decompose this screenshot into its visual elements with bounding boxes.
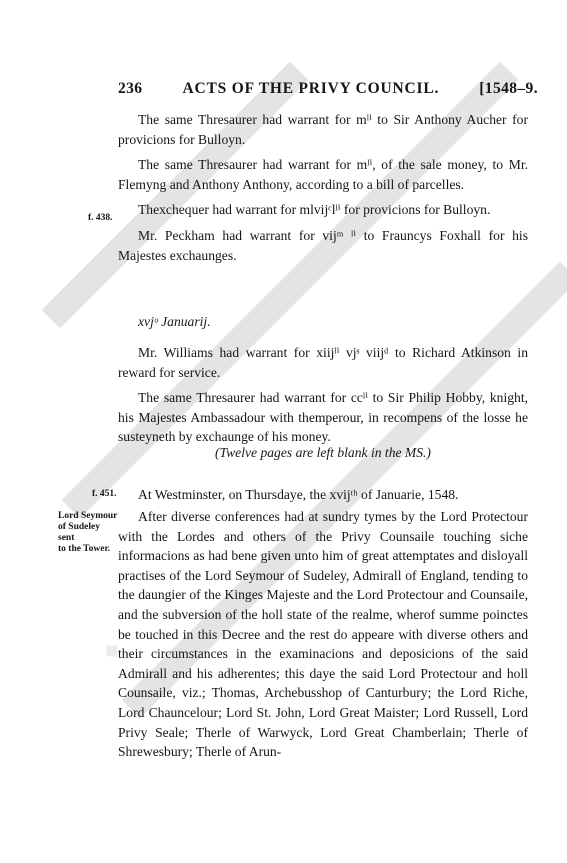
page-number: 236 <box>118 80 143 97</box>
entries-block-1 <box>118 110 528 265</box>
meeting-heading-block <box>118 485 528 505</box>
date-heading-block <box>118 312 528 332</box>
decree-block <box>118 507 528 762</box>
page-header <box>118 80 538 98</box>
side-note-line: to the Tower. <box>58 544 111 554</box>
entry-paragraph: The same Thresaurer had warrant for mˡⁱ, of the sale money, to Mr. Flemyng and Anthony Anthony, according to a bill of parcelles. <box>118 157 528 192</box>
decree-paragraph: After diverse conferences had at sundry tymes by the Lord Protectour with the Lordes and others of the Privy Counsaile touching siche informacions as had bene given unto him of great attemptates and disloyall practises of the Lord Seymour of Sudeley, Admirall of England, tending to the daungier of the Kinges Majeste and the Lord Protectour and Counsaile, and the subversion of the holl state of the realme, wherof summe poinctes be touched in this Decree and the rest do appeare with diverse others and their circumstances in the examinacions and deposicions of the said Admirall and his adherentes; this daye the said Lord Protectour and holl Counsaile, viz.; Thomas, Archebusshop of Canturbury; the Lord Riche, Lord Chauncelour; Lord St. John, Lord Great Maister; Lord Russell, Lord Privy Seale; Therle of Warwyck, Lord Great Chamberlain; Therle of Shrewesbury; Therle of Arun- <box>118 509 528 760</box>
entry-paragraph: The same Thresaurer had warrant for mˡⁱ to Sir Anthony Aucher for provicions for Bulloyn. <box>118 112 528 147</box>
header-year: [1548–9. <box>479 80 538 97</box>
entries-block-2 <box>118 343 528 447</box>
entry-paragraph: Thexchequer had warrant for mlvijᶜlˡⁱ for provicions for Bulloyn. <box>138 202 491 218</box>
side-note-line: Lord Seymour <box>58 511 118 521</box>
folio-marker: f. 438. <box>88 213 113 223</box>
meeting-heading: At Westminster, on Thursdaye, the xvijᵗʰ of Januarie, 1548. <box>138 487 459 502</box>
folio-marker: f. 451. <box>92 489 117 499</box>
entry-paragraph: The same Thresaurer had warrant for ccˡⁱ to Sir Philip Hobby, knight, his Majestes Ambassadour with themperour, in recompens of the losse he susteyneth by exchaunge of his money. <box>118 390 528 445</box>
side-note-line: of Sudeley sent <box>58 522 100 543</box>
date-heading: xvjᵒ Januarij. <box>138 314 211 329</box>
side-note <box>58 511 118 555</box>
blank-pages-note: (Twelve pages are left blank in the MS.) <box>215 445 431 460</box>
entry-paragraph: Mr. Williams had warrant for xiijˡⁱ vjˢ viijᵈ to Richard Atkinson in reward for service. <box>118 345 528 380</box>
entry-paragraph: Mr. Peckham had warrant for vijᵐ ˡⁱ to Frauncys Foxhall for his Majestes exchaunges. <box>118 227 528 263</box>
running-title: ACTS OF THE PRIVY COUNCIL. <box>182 80 440 97</box>
svg-text:◆: ◆ <box>96 635 125 664</box>
